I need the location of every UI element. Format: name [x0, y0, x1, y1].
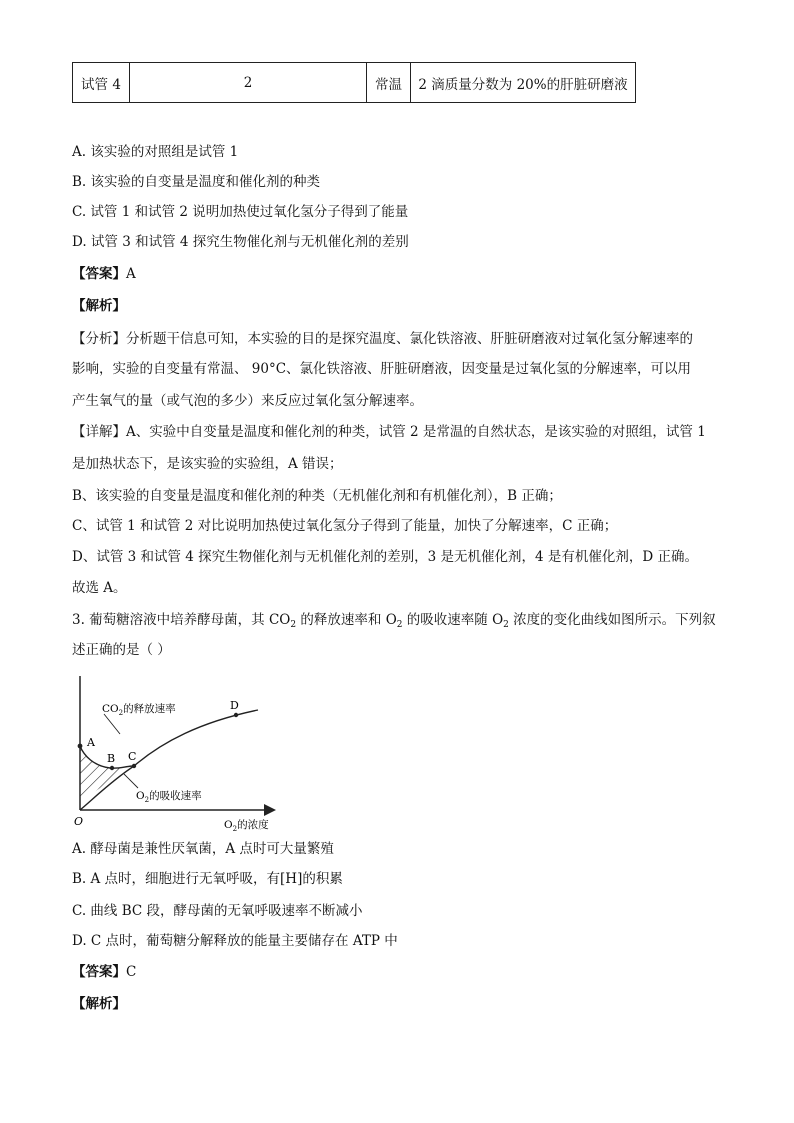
q2-fenxi-line-1: 【分析】分析题干信息可知，本实验的目的是探究温度、氯化铁溶液、肝脏研磨液对过氧化氢分解速率的: [72, 331, 693, 347]
o2-label: $O_2$的吸收速率: [136, 790, 202, 804]
co2-label: $CO_2$的释放速率: [102, 703, 176, 717]
q3-option-d: D. C 点时，葡萄糖分解释放的能量主要储存在 ATP 中: [72, 933, 398, 949]
point-a-label: A: [87, 736, 95, 749]
table-cell-drops: 2: [130, 63, 367, 103]
table-cell-catalyst: 2 滴质量分数为 20%的肝脏研磨液: [411, 63, 636, 103]
q2-analysis-label: 【解析】: [72, 298, 126, 314]
x-axis-label: $O_2$的浓度: [224, 819, 269, 833]
table-cell-tube: 试管 4: [73, 63, 130, 103]
q3-stem-sub: 2: [503, 620, 509, 630]
q2-option-d: D. 试管 3 和试管 4 探究生物催化剂与无机催化剂的差别: [72, 234, 409, 250]
co2-leader-line: [104, 714, 120, 734]
table-cell-temp: 常温: [367, 63, 411, 103]
q2-answer-value: A: [126, 266, 136, 282]
q3-answer-value: C: [126, 964, 137, 980]
q3-stem-part-d: 浓度的变化曲线如图所示。下列叙: [508, 612, 716, 628]
table-row: [73, 63, 636, 103]
q3-analysis-label: 【解析】: [72, 996, 126, 1012]
q3-option-b: B. A 点时，细胞进行无氧呼吸，有[H]的积累: [72, 871, 343, 887]
q2-fenxi-line-2: 影响，实验的自变量有常温、 90°C、氯化铁溶液、肝脏研磨液，因变量是过氧化氢的分解速率，可以用: [72, 361, 692, 377]
q3-stem-part-b: 的释放速率和 O: [296, 612, 397, 628]
q2-detail-line-2: 是加热状态下，是该实验的实验组，A 错误；: [72, 456, 343, 472]
q2-option-a: A. 该实验的对照组是试管 1: [72, 144, 239, 160]
point-c-label: C: [128, 750, 137, 763]
q2-detail-line-1: 【详解】A、实验中自变量是温度和催化剂的种类，试管 2 是常温的自然状态，是该实验的对照组，试管 1: [72, 424, 706, 440]
q2-detail-line-6: 故选 A。: [72, 580, 127, 596]
q3-answer: [72, 962, 136, 982]
q2-detail-line-3: B、该实验的自变量是温度和催化剂的种类（无机催化剂和有机催化剂），B 正确；: [72, 488, 562, 504]
point-c-marker: [132, 764, 136, 768]
q3-option-c: C. 曲线 BC 段，酵母菌的无氧呼吸速率不断减小: [72, 903, 363, 919]
q2-option-c: C. 试管 1 和试管 2 说明加热使过氧化氢分子得到了能量: [72, 204, 409, 220]
point-b-marker: [110, 766, 114, 770]
point-b-label: B: [107, 752, 116, 765]
q2-option-b: B. 该实验的自变量是温度和催化剂的种类: [72, 174, 321, 190]
q2-fenxi-line-3: 产生氧气的量（或气泡的多少）来反应过氧化氢分解速率。: [72, 393, 423, 409]
q3-stem-line-1: [72, 610, 716, 630]
q3-answer-label: 【答案】: [72, 964, 126, 980]
point-d-label: D: [230, 699, 239, 712]
q2-detail-line-5: D、试管 3 和试管 4 探究生物催化剂与无机催化剂的差别，3 是无机催化剂，4 是有机催化剂，D 正确。: [72, 549, 699, 565]
respiration-rate-figure: [70, 670, 280, 835]
q2-answer-label: 【答案】: [72, 266, 126, 282]
point-a-marker: [78, 744, 83, 749]
point-d-marker: [234, 713, 238, 717]
q3-stem-sub: 2: [290, 620, 297, 630]
q2-detail-line-4: C、试管 1 和试管 2 对比说明加热使过氧化氢分子得到了能量，加快了分解速率，C 正确；: [72, 518, 618, 534]
q3-option-a: A. 酵母菌是兼性厌氧菌，A 点时可大量繁殖: [72, 841, 334, 857]
origin-label: O: [74, 815, 84, 828]
o2-leader-line: [124, 774, 138, 788]
q3-stem-part-a: 3. 葡萄糖溶液中培养酵母菌，其 CO: [72, 612, 291, 628]
experiment-table: [72, 62, 636, 103]
q2-answer: [72, 264, 136, 284]
q3-stem-line-2: 述正确的是（ ）: [72, 642, 171, 658]
q3-stem-sub: 2: [396, 620, 403, 630]
q3-stem-part-c: 的吸收速率随 O: [402, 612, 504, 628]
